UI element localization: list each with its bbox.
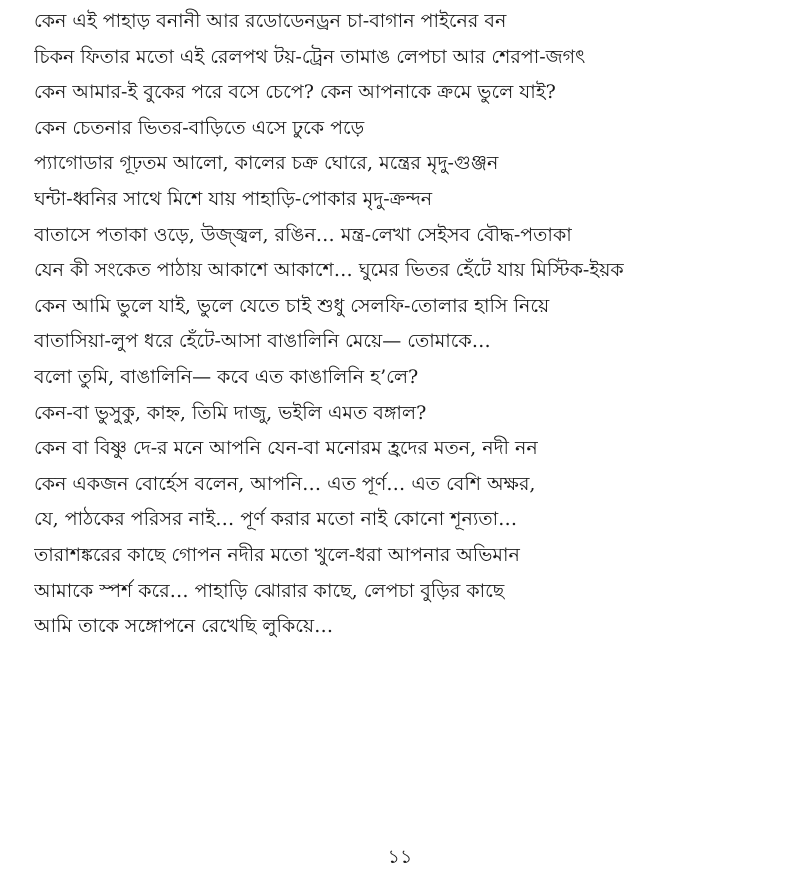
poem-line: কেন আমার-ই বুকের পরে বসে চেপে? কেন আপনাকে ক্রমে ভুলে যাই? xyxy=(34,81,556,104)
page-number: ১১ xyxy=(387,846,413,868)
poem-line: বাতাসে পতাকা ওড়ে, উজ্জ্বল, রঙিন… মন্ত্র-লেখা সেইসব বৌদ্ধ-পতাকা xyxy=(34,223,572,246)
poem-line: ঘন্টা-ধ্বনির সাথে মিশে যায় পাহাড়ি-পোকার মৃদু-ক্রন্দন xyxy=(34,187,433,210)
poem-line: চিকন ফিতার মতো এই রেলপথ টয়-ট্রেন তামাঙ লেপচা আর শেরপা-জগৎ xyxy=(34,45,586,68)
poem-line: কেন আমি ভুলে যাই, ভুলে যেতে চাই শুধু সেলফি-তোলার হাসি নিয়ে xyxy=(34,294,550,317)
poem-line: কেন বা বিষ্ণু দে-র মনে আপনি যেন-বা মনোরম হ্রদের মতন, নদী নন xyxy=(34,437,538,460)
poem-line: আমি তাকে সঙ্গোপনে রেখেছি লুকিয়ে… xyxy=(34,615,334,638)
poem-line: বলো তুমি, বাঙালিনি— কবে এত কাঙালিনি হ’লে? xyxy=(34,365,419,388)
poem-line: তারাশঙ্করের কাছে গোপন নদীর মতো খুলে-ধরা আপনার অভিমান xyxy=(34,543,520,566)
poem-line: কেন-বা ভুসুকু, কাহ্ন, তিমি দাজু, ভইলি এমত বঙ্গাল? xyxy=(34,401,427,424)
poem-line: যেন কী সংকেত পাঠায় আকাশে আকাশে… ঘুমের ভিতর হেঁটে যায় মিস্টিক-ইয়ক xyxy=(34,259,624,282)
poem-line: যে, পাঠকের পরিসর নাই… পূর্ণ করার মতো নাই কোনো শূন্যতা… xyxy=(34,508,518,531)
poem-line: আমাকে স্পর্শ করে… পাহাড়ি ঝোরার কাছে, লেপচা বুড়ির কাছে xyxy=(34,579,505,602)
poem-line: কেন একজন বোর্হেস বলেন, আপনি… এত পূর্ণ… এত বেশি অক্ষর, xyxy=(34,472,536,495)
poem-line: প্যাগোডার গূঢ়তম আলো, কালের চক্র ঘোরে, মন্ত্রের মৃদু-গুঞ্জন xyxy=(34,152,499,175)
poem-line: কেন চেতনার ভিতর-বাড়িতে এসে ঢুকে পড়ে xyxy=(34,116,365,139)
poem-line: বাতাসিয়া-লুপ ধরে হেঁটে-আসা বাঙালিনি মেয়ে— তোমাকে… xyxy=(34,330,491,353)
poem-line: কেন এই পাহাড় বনানী আর রডোডেনড্রন চা-বাগান পাইনের বন xyxy=(34,10,507,32)
poem-text xyxy=(34,4,794,645)
